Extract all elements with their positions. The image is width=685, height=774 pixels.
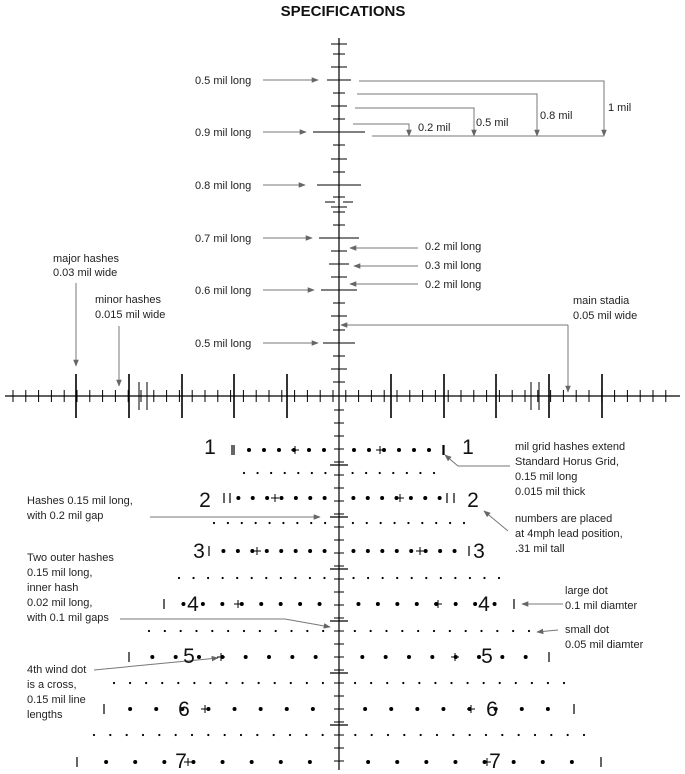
large-dot [409, 496, 413, 500]
bracket-labels [418, 102, 631, 134]
small-dot [469, 734, 471, 736]
small-dot [450, 682, 452, 684]
small-dot [290, 630, 292, 632]
large-dot [244, 655, 248, 659]
svg-text:with 0.2 mil gap: with 0.2 mil gap [27, 510, 104, 522]
large-dot [376, 602, 380, 606]
svg-text:minor hashes: minor hashes [95, 294, 162, 306]
large-dot [438, 549, 442, 553]
row-number-right: 6 [486, 698, 498, 721]
small-dot [207, 577, 209, 579]
large-dot [279, 602, 283, 606]
large-dot [104, 760, 108, 764]
row-number-right: 2 [467, 489, 479, 512]
large-dot [201, 602, 205, 606]
small-dot [365, 472, 367, 474]
large-dot [415, 707, 419, 711]
small-dot [225, 682, 227, 684]
small-dot [93, 734, 95, 736]
small-dot [145, 682, 147, 684]
small-dot [354, 682, 356, 684]
large-dot [356, 602, 360, 606]
small-dot [251, 577, 253, 579]
small-dot [191, 734, 193, 736]
small-dot [224, 734, 226, 736]
large-dot [262, 448, 266, 452]
large-dot [360, 655, 364, 659]
large-dot [318, 602, 322, 606]
major-hashes-note [53, 253, 120, 279]
large-dot [441, 707, 445, 711]
svg-text:mil grid hashes extend: mil grid hashes extend [515, 441, 626, 453]
large-dot [311, 707, 315, 711]
callout-arrows [76, 80, 568, 670]
svg-text:0.015 mil thick: 0.015 mil thick [515, 486, 586, 498]
large-dot [395, 760, 399, 764]
small-dot [289, 734, 291, 736]
small-dot-note [565, 624, 644, 651]
small-dot [148, 630, 150, 632]
small-dot [425, 577, 427, 579]
small-dot [290, 682, 292, 684]
small-hash-labels [425, 241, 481, 291]
small-dot [452, 734, 454, 736]
small-dot [435, 522, 437, 524]
small-dot [255, 522, 257, 524]
svg-text:0.15 mil long,: 0.15 mil long, [27, 567, 93, 579]
row-number-left: 1 [204, 436, 216, 459]
small-dot [227, 522, 229, 524]
small-dot [433, 630, 435, 632]
small-dot [268, 522, 270, 524]
large-dot [308, 496, 312, 500]
small-dot [463, 522, 465, 524]
wind-dot-note [27, 664, 86, 721]
small-dot [370, 682, 372, 684]
large-dot [236, 496, 240, 500]
large-dot [380, 549, 384, 553]
large-dot [181, 602, 185, 606]
small-dot [297, 472, 299, 474]
small-dot [142, 734, 144, 736]
svg-text:0.015 mil wide: 0.015 mil wide [95, 309, 166, 321]
small-dot [466, 682, 468, 684]
svg-text:0.03 mil wide: 0.03 mil wide [53, 267, 118, 279]
small-dot [175, 734, 177, 736]
large-dot [438, 496, 442, 500]
small-dot [583, 734, 585, 736]
row-number-left: 5 [183, 645, 195, 668]
small-dot [241, 522, 243, 524]
small-dot [275, 630, 277, 632]
small-dot [393, 522, 395, 524]
row-number-left: 7 [175, 750, 187, 773]
large-dot [415, 602, 419, 606]
large-dot [546, 707, 550, 711]
large-dot [395, 549, 399, 553]
small-dot [265, 577, 267, 579]
small-dot [420, 734, 422, 736]
small-dot [222, 577, 224, 579]
small-dot [351, 472, 353, 474]
large-dot [430, 655, 434, 659]
small-dot [282, 522, 284, 524]
large-dot [409, 549, 413, 553]
small-dot [273, 734, 275, 736]
small-dot [449, 630, 451, 632]
small-dot [434, 682, 436, 684]
large-dot [233, 707, 237, 711]
svg-text:0.02 mil long,: 0.02 mil long, [27, 597, 93, 609]
large-dot [384, 655, 388, 659]
large-dot [162, 760, 166, 764]
small-dot [322, 630, 324, 632]
large-dot [236, 549, 240, 553]
small-dot [534, 734, 536, 736]
svg-text:lengths: lengths [27, 709, 63, 721]
bracket-label: 1 mil [608, 102, 632, 114]
minor-hashes-note [95, 294, 165, 321]
large-dot [512, 760, 516, 764]
small-dot [213, 522, 215, 524]
small-dot [240, 734, 242, 736]
large-dot [128, 707, 132, 711]
large-dot [277, 448, 281, 452]
small-dot [499, 682, 501, 684]
large-dot [473, 602, 477, 606]
small-hash-label: 0.3 mil long [425, 260, 482, 272]
small-dot [109, 734, 111, 736]
small-dot [417, 630, 419, 632]
small-dot [113, 682, 115, 684]
large-dot [423, 496, 427, 500]
svg-text:0.1 mil diamter: 0.1 mil diamter [565, 600, 638, 612]
large-dot [265, 549, 269, 553]
small-dot [258, 682, 260, 684]
small-dot [324, 522, 326, 524]
small-dot [528, 630, 530, 632]
small-dot [531, 682, 533, 684]
large-dot [247, 448, 251, 452]
svg-text:4th wind dot: 4th wind dot [27, 664, 87, 676]
small-dot [387, 734, 389, 736]
small-dot [433, 472, 435, 474]
large-dot [397, 448, 401, 452]
row-number-right: 5 [481, 645, 493, 668]
svg-text:Hashes 0.15 mil long,: Hashes 0.15 mil long, [27, 495, 133, 507]
large-dot [541, 760, 545, 764]
large-dot [412, 448, 416, 452]
small-dot [380, 522, 382, 524]
large-dot [570, 760, 574, 764]
svg-text:large dot: large dot [565, 585, 608, 597]
small-dot [192, 577, 194, 579]
large-dot [154, 707, 158, 711]
small-dot [178, 577, 180, 579]
small-hash-label: 0.2 mil long [425, 241, 482, 253]
small-dot [177, 682, 179, 684]
large-dot [424, 549, 428, 553]
small-dot [274, 682, 276, 684]
large-dot [280, 496, 284, 500]
reticle-lines [5, 38, 680, 770]
small-dot [193, 682, 195, 684]
small-dot [465, 630, 467, 632]
small-dot [483, 577, 485, 579]
svg-text:Two outer hashes: Two outer hashes [27, 552, 114, 564]
large-dot [407, 655, 411, 659]
large-dot [285, 707, 289, 711]
small-dot [563, 682, 565, 684]
large-dot [294, 549, 298, 553]
large-dot [174, 655, 178, 659]
small-dot [550, 734, 552, 736]
large-dot [395, 602, 399, 606]
large-dot [351, 549, 355, 553]
bracket-label: 0.2 mil [418, 122, 451, 134]
large-dot [267, 655, 271, 659]
small-dot [294, 577, 296, 579]
large-dot [150, 655, 154, 659]
small-dot [309, 577, 311, 579]
small-dot [396, 577, 398, 579]
bracket-label: 0.8 mil [540, 110, 573, 122]
svg-text:main stadia: main stadia [573, 295, 630, 307]
small-dot [382, 577, 384, 579]
large-dot [427, 448, 431, 452]
small-dot [296, 522, 298, 524]
small-dot [547, 682, 549, 684]
row-number-left: 2 [199, 489, 211, 512]
small-dot [324, 472, 326, 474]
large-dot [454, 602, 458, 606]
small-dot [411, 577, 413, 579]
large-dot [524, 655, 528, 659]
large-dot [363, 707, 367, 711]
large-dot [294, 496, 298, 500]
small-dot [498, 577, 500, 579]
numbers-note [515, 513, 623, 555]
small-dot [371, 734, 373, 736]
small-dot [280, 577, 282, 579]
small-dot [518, 734, 520, 736]
small-dot [256, 734, 258, 736]
large-dot [366, 496, 370, 500]
row-number-right: 7 [489, 750, 501, 773]
large-dot [221, 760, 225, 764]
svg-text:0.15 mil long: 0.15 mil long [515, 471, 578, 483]
small-dot [323, 577, 325, 579]
small-dot [403, 734, 405, 736]
small-dot [436, 734, 438, 736]
large-dot [220, 602, 224, 606]
small-dot [418, 682, 420, 684]
row-number-left: 4 [187, 593, 199, 616]
small-dot [284, 472, 286, 474]
svg-text:small dot: small dot [565, 624, 610, 636]
svg-text:major hashes: major hashes [53, 253, 120, 265]
small-dot [211, 630, 213, 632]
small-hash-label: 0.2 mil long [425, 279, 482, 291]
hashes-note [26, 495, 133, 522]
row-number-right: 3 [473, 540, 485, 563]
small-dot [180, 630, 182, 632]
small-dot [158, 734, 160, 736]
small-dot [126, 734, 128, 736]
svg-text:0.05 mil diamter: 0.05 mil diamter [565, 639, 644, 651]
large-dot [366, 549, 370, 553]
large-dot [307, 448, 311, 452]
large-dot [314, 655, 318, 659]
small-dot [419, 472, 421, 474]
large-dot [197, 655, 201, 659]
small-dot [322, 682, 324, 684]
small-dot [259, 630, 261, 632]
small-dot [354, 734, 356, 736]
svg-text:0.15 mil line: 0.15 mil line [27, 694, 86, 706]
stadia-label: 0.5 mil long [195, 338, 252, 350]
stadia-label: 0.7 mil long [195, 233, 252, 245]
small-dot [367, 577, 369, 579]
large-dot [298, 602, 302, 606]
small-dot [515, 682, 517, 684]
svg-text:at 4mph lead position,: at 4mph lead position, [515, 528, 623, 540]
small-dot [485, 734, 487, 736]
large-dot [133, 760, 137, 764]
small-dot [270, 472, 272, 474]
stadia-label: 0.8 mil long [195, 180, 252, 192]
large-dot [251, 496, 255, 500]
small-dot [370, 630, 372, 632]
stadia-length-labels [195, 75, 251, 350]
small-dot [449, 522, 451, 524]
small-dot [480, 630, 482, 632]
small-dot [161, 682, 163, 684]
small-dot [512, 630, 514, 632]
small-dot [129, 682, 131, 684]
large-dot [279, 549, 283, 553]
large-dot [259, 707, 263, 711]
large-dot [250, 760, 254, 764]
small-dot [164, 630, 166, 632]
small-dot [379, 472, 381, 474]
large-dot [323, 549, 327, 553]
small-dot [454, 577, 456, 579]
small-dot [407, 522, 409, 524]
grid-note [515, 441, 625, 498]
large-dot [279, 760, 283, 764]
large-dot [290, 655, 294, 659]
bracket-label: 0.5 mil [476, 117, 509, 129]
small-dot [469, 577, 471, 579]
large-dot [265, 496, 269, 500]
stadia-label: 0.6 mil long [195, 285, 252, 297]
row-number-right: 4 [478, 593, 490, 616]
small-dot [386, 682, 388, 684]
large-dot [367, 448, 371, 452]
large-dot [366, 760, 370, 764]
small-dot [236, 577, 238, 579]
small-dot [421, 522, 423, 524]
small-dot [306, 630, 308, 632]
small-dot [306, 682, 308, 684]
large-dot [380, 496, 384, 500]
small-dot [227, 630, 229, 632]
large-dot [351, 496, 355, 500]
small-dot [501, 734, 503, 736]
row-number-right: 1 [462, 436, 474, 459]
large-dot [453, 549, 457, 553]
large-dot [352, 448, 356, 452]
large-dot [308, 549, 312, 553]
svg-text:inner hash: inner hash [27, 582, 79, 594]
small-dot [322, 734, 324, 736]
small-dot [366, 522, 368, 524]
large-dot [500, 655, 504, 659]
small-dot [310, 522, 312, 524]
svg-text:Standard Horus Grid,: Standard Horus Grid, [515, 456, 619, 468]
main-stadia-note [573, 295, 637, 322]
small-dot [402, 682, 404, 684]
large-dot [259, 602, 263, 606]
small-dot [209, 682, 211, 684]
svg-text:is a cross,: is a cross, [27, 679, 77, 691]
svg-text:numbers are placed: numbers are placed [515, 513, 613, 525]
large-dot-note [565, 585, 637, 612]
svg-text:0.05 mil wide: 0.05 mil wide [573, 310, 638, 322]
small-dot [195, 630, 197, 632]
outer-hashes-note [26, 552, 114, 624]
small-dot [243, 630, 245, 632]
small-dot [392, 472, 394, 474]
large-dot [323, 496, 327, 500]
small-dot [385, 630, 387, 632]
small-dot [496, 630, 498, 632]
small-dot [243, 472, 245, 474]
svg-text:.31 mil tall: .31 mil tall [515, 543, 565, 555]
small-dot [352, 577, 354, 579]
large-dot [308, 760, 312, 764]
row-number-left: 6 [178, 698, 190, 721]
large-dot [493, 602, 497, 606]
small-dot [401, 630, 403, 632]
large-dot [424, 760, 428, 764]
svg-text:with 0.1 mil gaps: with 0.1 mil gaps [27, 612, 109, 624]
large-dot [322, 448, 326, 452]
small-dot [241, 682, 243, 684]
large-dot [191, 760, 195, 764]
large-dot [221, 549, 225, 553]
small-dot [567, 734, 569, 736]
large-dot [389, 707, 393, 711]
page-title: SPECIFICATIONS [280, 3, 406, 20]
small-dot [440, 577, 442, 579]
row-number-left: 3 [193, 540, 205, 563]
small-dot [483, 682, 485, 684]
stadia-label: 0.9 mil long [195, 127, 252, 139]
large-dot [520, 707, 524, 711]
small-dot [352, 522, 354, 524]
small-dot [406, 472, 408, 474]
small-dot [256, 472, 258, 474]
small-dot [305, 734, 307, 736]
small-dot [354, 630, 356, 632]
small-dot [311, 472, 313, 474]
stadia-label: 0.5 mil long [195, 75, 252, 87]
small-dot [207, 734, 209, 736]
large-dot [453, 760, 457, 764]
